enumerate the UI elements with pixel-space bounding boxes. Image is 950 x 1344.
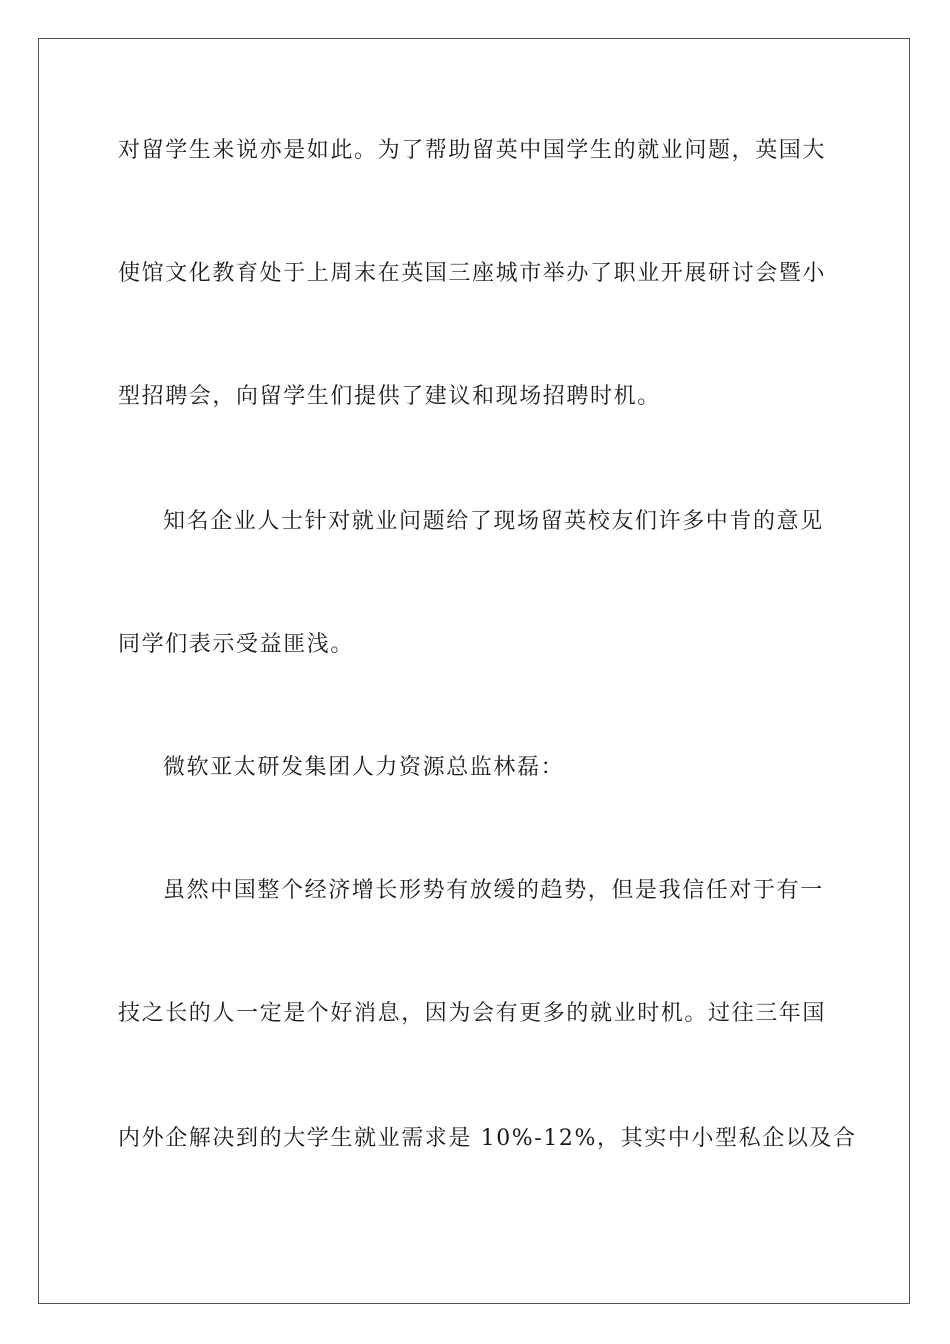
text-line: 同学们表示受益匪浅。 [118, 632, 355, 657]
text-line: 对留学生来说亦是如此。为了帮助留英中国学生的就业问题，英国大 [118, 138, 827, 163]
text-line: 内外企解决到的大学生就业需求是 10%-12%，其实中小型私企以及合 [118, 1126, 857, 1151]
text-line: 技之长的人一定是个好消息，因为会有更多的就业时机。过往三年国 [118, 1001, 827, 1026]
text-line: 使馆文化教育处于上周末在英国三座城市举办了职业开展研讨会暨小 [118, 261, 827, 286]
text-line: 型招聘会，向留学生们提供了建议和现场招聘时机。 [118, 384, 661, 409]
paragraph-first-line: 知名企业人士针对就业问题给了现场留英校友们许多中肯的意见 [163, 509, 824, 534]
paragraph-first-line: 微软亚太研发集团人力资源总监林磊： [163, 755, 565, 780]
paragraph-first-line: 虽然中国整个经济增长形势有放缓的趋势，但是我信任对于有一 [163, 878, 824, 903]
page-border [38, 38, 910, 1304]
